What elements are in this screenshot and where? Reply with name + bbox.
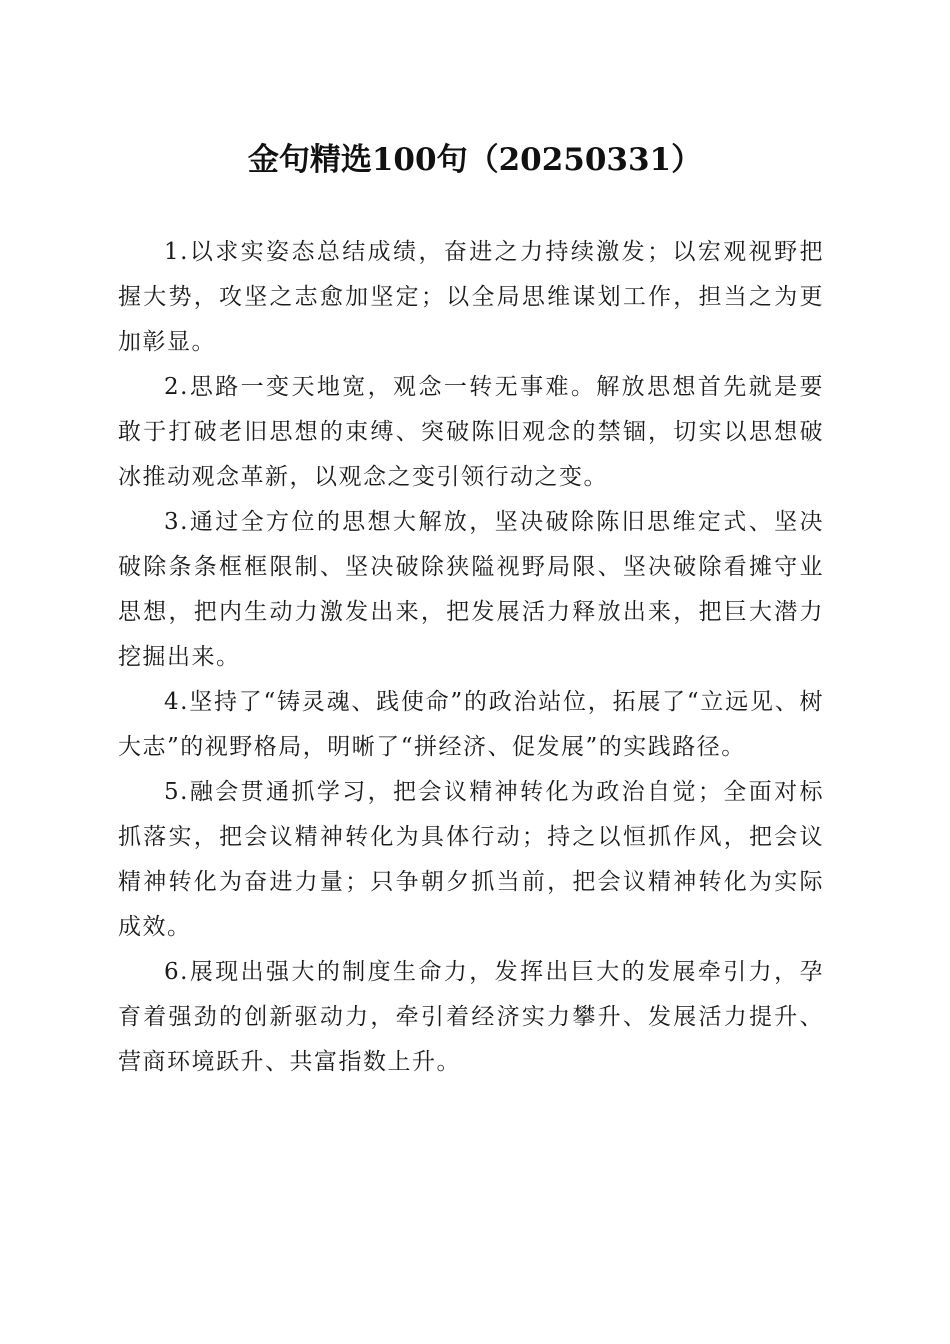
paragraph-2: 2.思路一变天地宽，观念一转无事难。解放思想首先就是要敢于打破老旧思想的束缚、突破陈旧观念的禁锢，切实以思想破冰推动观念革新，以观念之变引领行动之变。 [118,374,824,490]
paragraph-6: 6.展现出强大的制度生命力，发挥出巨大的发展牵引力，孕育着强劲的创新驱动力，牵引着经济实力攀升、发展活力提升、营商环境跃升、共富指数上升。 [118,959,824,1075]
paragraph-5: 5.融会贯通抓学习，把会议精神转化为政治自觉；全面对标抓落实，把会议精神转化为具体行动；持之以恒抓作风，把会议精神转化为奋进力量；只争朝夕抓当前，把会议精神转化为实际成效。 [118,779,824,940]
document-body [118,230,824,1085]
paragraph-1: 1.以求实姿态总结成绩，奋进之力持续激发；以宏观视野把握大势，攻坚之志愈加坚定；以全局思维谋划工作，担当之为更加彰显。 [118,239,824,355]
document-title: 金句精选100句（20250331） [247,142,703,178]
paragraph-3: 3.通过全方位的思想大解放，坚决破除陈旧思维定式、坚决破除条条框框限制、坚决破除狭隘视野局限、坚决破除看摊守业思想，把内生动力激发出来，把发展活力释放出来，把巨大潜力挖掘出来。 [118,509,824,670]
paragraph-4: 4.坚持了“铸灵魂、践使命”的政治站位，拓展了“立远见、树大志”的视野格局，明晰了“拼经济、促发展”的实践路径。 [118,689,824,760]
